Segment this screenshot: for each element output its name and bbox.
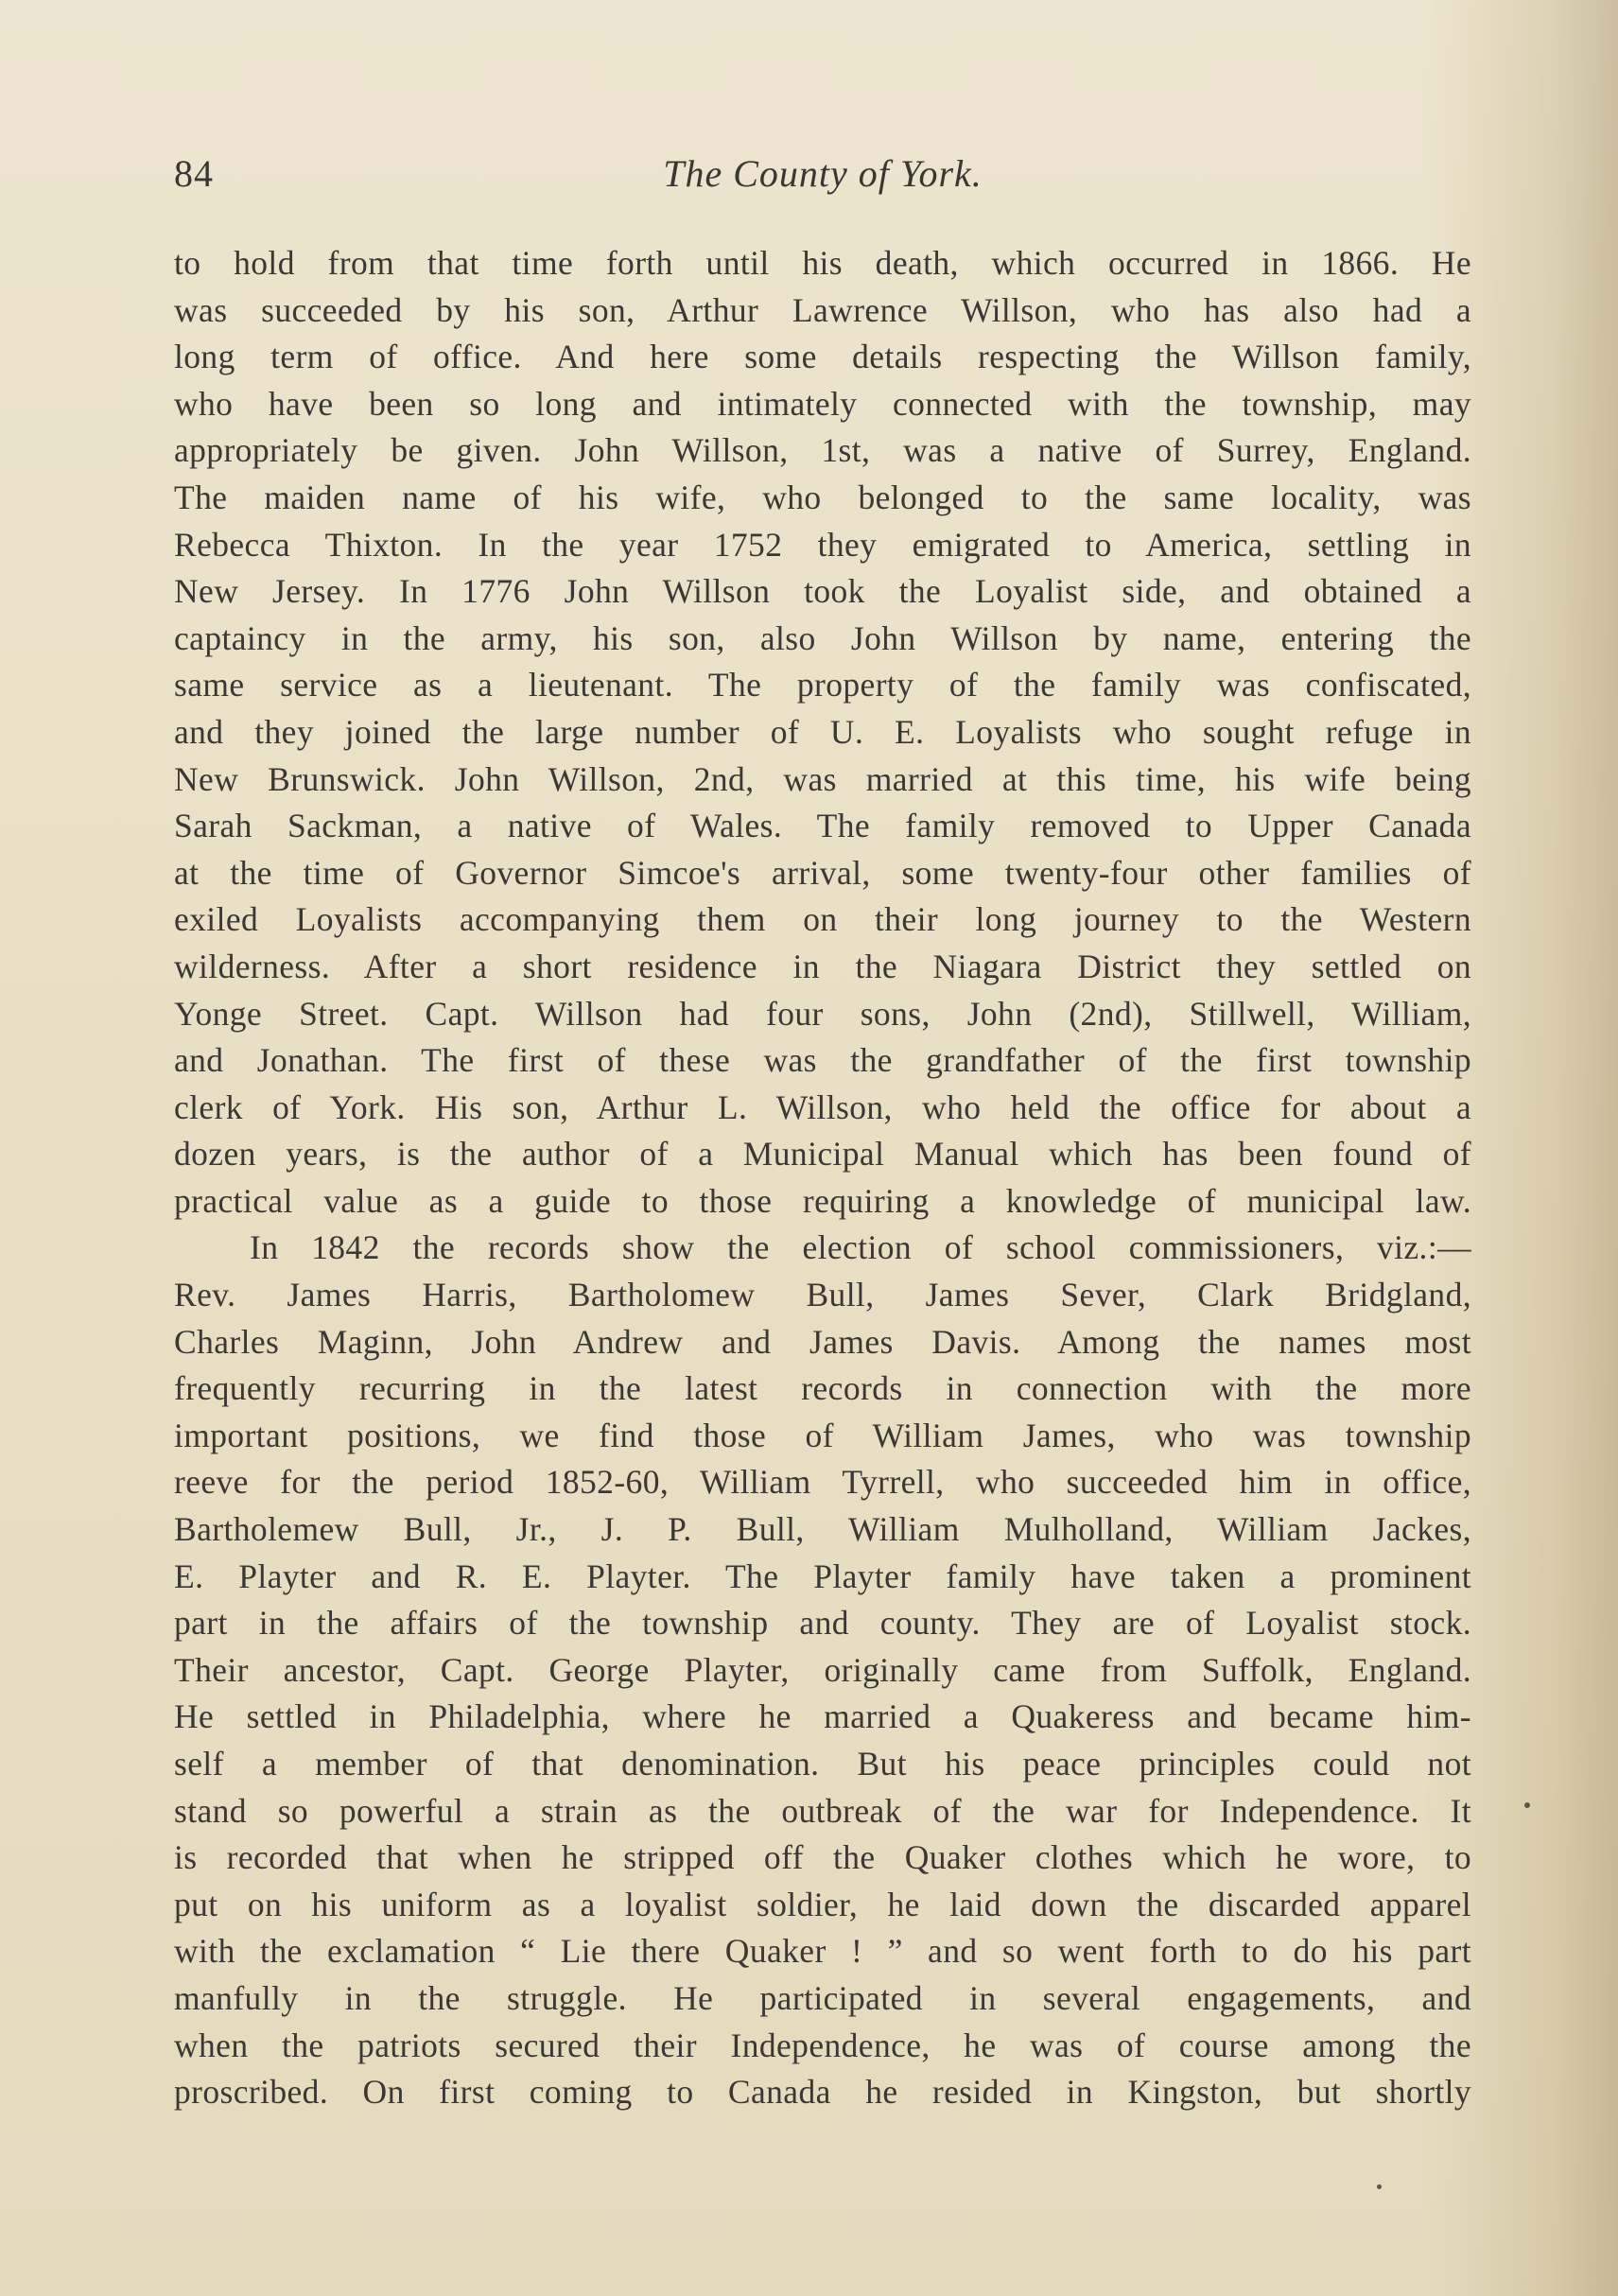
text-line: when the patriots secured their Independence, he was of course among the (174, 2026, 1471, 2064)
page-number: 84 (174, 152, 214, 195)
text-line: captaincy in the army, his son, also John Willson by name, entering the (174, 618, 1471, 657)
print-speck (1524, 1802, 1530, 1808)
text-line: and Jonathan. The first of these was the grandfather of the first township (174, 1041, 1471, 1080)
text-line: Charles Maginn, John Andrew and James Davis. Among the names most (174, 1322, 1471, 1361)
text-line: frequently recurring in the latest records in connection with the more (174, 1369, 1471, 1408)
text-line: is recorded that when he stripped off the Quaker clothes which he wore, to (174, 1838, 1471, 1877)
text-line: wilderness. After a short residence in the Niagara District they settled on (174, 947, 1471, 985)
body-text (174, 240, 1471, 2116)
text-line: and they joined the large number of U. E. Loyalists who sought refuge in (174, 712, 1471, 751)
text-line: long term of office. And here some details respecting the Willson family, (174, 338, 1471, 376)
text-line: Bartholemew Bull, Jr., J. P. Bull, William Mulholland, William Jackes, (174, 1510, 1471, 1549)
text-line: Rev. James Harris, Bartholomew Bull, James Sever, Clark Bridgland, (174, 1276, 1471, 1314)
text-line: with the exclamation “ Lie there Quaker ! ” and so went forth to do his part (174, 1932, 1471, 1971)
text-line: In 1842 the records show the election of school commissioners, viz.:— (250, 1228, 1471, 1267)
text-line: clerk of York. His son, Arthur L. Willson, who held the office for about a (174, 1087, 1471, 1126)
text-line: same service as a lieutenant. The property of the family was confiscated, (174, 666, 1471, 704)
text-line: was succeeded by his son, Arthur Lawrence Willson, who has also had a (174, 290, 1471, 329)
text-line: who have been so long and intimately connected with the township, may (174, 384, 1471, 423)
text-line: New Brunswick. John Willson, 2nd, was married at this time, his wife being (174, 759, 1471, 798)
text-line: He settled in Philadelphia, where he married a Quakeress and became him- (174, 1697, 1471, 1736)
text-line: important positions, we find those of William James, who was township (174, 1416, 1471, 1454)
text-line: appropriately be given. John Willson, 1st, was a native of Surrey, England. (174, 431, 1471, 470)
text-line: stand so powerful a strain as the outbreak of the war for Independence. It (174, 1791, 1471, 1830)
text-line: part in the affairs of the township and county. They are of Loyalist stock. (174, 1604, 1471, 1643)
text-line: Yonge Street. Capt. Willson had four sons, John (2nd), Stillwell, William, (174, 994, 1471, 1033)
text-line: E. Playter and R. E. Playter. The Playter family have taken a prominent (174, 1557, 1471, 1595)
text-line: Sarah Sackman, a native of Wales. The family removed to Upper Canada (174, 807, 1471, 845)
text-line: New Jersey. In 1776 John Willson took the Loyalist side, and obtained a (174, 572, 1471, 611)
text-line: proscribed. On first coming to Canada he resided in Kingston, but shortly (174, 2073, 1471, 2112)
text-line: practical value as a guide to those requiring a knowledge of municipal law. (174, 1181, 1471, 1220)
text-line: dozen years, is the author of a Municipal Manual which has been found of (174, 1135, 1471, 1174)
text-line: Rebecca Thixton. In the year 1752 they emigrated to America, settling in (174, 525, 1471, 564)
text-line: exiled Loyalists accompanying them on their long journey to the Western (174, 900, 1471, 939)
text-line: The maiden name of his wife, who belonged to the same locality, was (174, 478, 1471, 516)
text-line: reeve for the period 1852-60, William Tyrrell, who succeeded him in office, (174, 1463, 1471, 1502)
text-line: to hold from that time forth until his death, which occurred in 1866. He (174, 244, 1471, 282)
page-header (174, 151, 1471, 208)
print-speck (1377, 2184, 1382, 2189)
text-line: self a member of that denomination. But his peace principles could not (174, 1745, 1471, 1783)
text-line: put on his uniform as a loyalist soldier, he laid down the discarded apparel (174, 1885, 1471, 1923)
text-line: manfully in the struggle. He participated in several engagements, and (174, 1978, 1471, 2017)
text-line: at the time of Governor Simcoe's arrival, some twenty-four other families of (174, 853, 1471, 892)
running-title: The County of York. (663, 152, 983, 195)
text-line: Their ancestor, Capt. George Playter, originally came from Suffolk, England. (174, 1650, 1471, 1689)
